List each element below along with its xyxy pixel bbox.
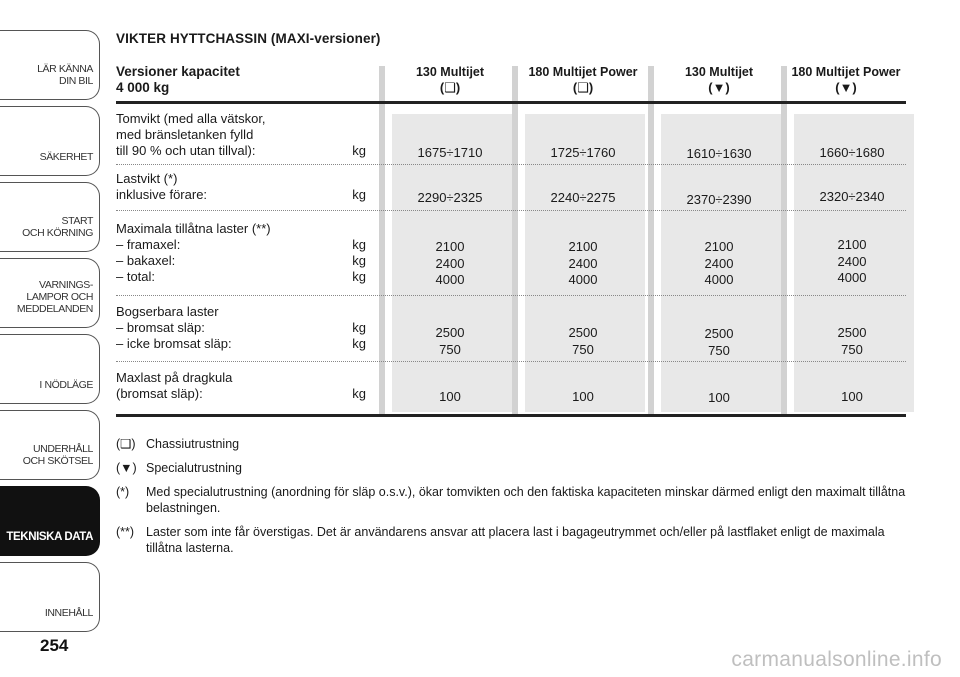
row-label-maximala-laster: Maximala tillåtna laster (**) – framaxel: – bakaxel: – total: bbox=[116, 221, 271, 284]
column-header bbox=[654, 64, 784, 96]
footnote-key: (**) bbox=[116, 525, 135, 539]
tab-underhall-och-skotsel[interactable]: UNDERHÅLL OCH SKÖTSEL bbox=[0, 410, 100, 480]
table-cell: 100 bbox=[841, 389, 863, 404]
tab-sakerhet[interactable]: SÄKERHET bbox=[0, 106, 100, 176]
table-bottom-rule bbox=[116, 414, 906, 417]
row-unit: kg kg kg bbox=[352, 237, 366, 284]
row-divider bbox=[116, 210, 906, 211]
page-number: 254 bbox=[40, 636, 69, 655]
column-header bbox=[781, 64, 911, 96]
row-unit: kg kg bbox=[352, 320, 366, 351]
footnote bbox=[116, 460, 906, 476]
table-cell: 2100 2400 4000 bbox=[704, 239, 734, 287]
table-cell: 2290÷2325 bbox=[417, 190, 483, 205]
table-cell: 2370÷2390 bbox=[686, 192, 752, 207]
tab-tekniska-data[interactable]: TEKNISKA DATA bbox=[0, 486, 100, 556]
footnotes bbox=[116, 436, 906, 564]
row-unit: kg bbox=[352, 386, 366, 401]
footnote-key: (❑) bbox=[116, 437, 136, 451]
table-cell: 2500 750 bbox=[704, 326, 734, 358]
table-cell: 100 bbox=[708, 390, 730, 405]
row-unit: kg bbox=[352, 187, 366, 202]
versions-header: Versioner kapacitet 4 000 kg bbox=[116, 64, 240, 95]
tab-lar-kanna-din-bil[interactable]: LÄR KÄNNA DIN BIL bbox=[0, 30, 100, 100]
table-cell: 100 bbox=[572, 389, 594, 404]
column-symbol: (▼) bbox=[708, 80, 730, 95]
watermark: carmanualsonline.info bbox=[731, 648, 942, 671]
table-cell: 1675÷1710 bbox=[417, 145, 483, 160]
table-cell: 2240÷2275 bbox=[550, 190, 616, 205]
column-symbol: (▼) bbox=[835, 80, 857, 95]
column-symbol: (❑) bbox=[439, 80, 461, 95]
row-divider bbox=[116, 295, 906, 296]
table-cell: 100 bbox=[439, 389, 461, 404]
footnote-text: Laster som inte får överstigas. Det är användarens ansvar att placera last i bagageutrymmet och/eller på lastflaket enligt de maximala tillåtna lasterna. bbox=[146, 525, 885, 555]
column-header bbox=[518, 64, 648, 96]
table-cell: 2100 2400 4000 bbox=[568, 239, 598, 287]
table-cell: 1725÷1760 bbox=[550, 145, 616, 160]
table-cell: 1660÷1680 bbox=[819, 145, 885, 160]
table-cell: 2500 750 bbox=[837, 325, 867, 357]
row-divider bbox=[116, 164, 906, 165]
footnote-text: Specialutrustning bbox=[146, 461, 242, 475]
tab-i-nodlage[interactable]: I NÖDLÄGE bbox=[0, 334, 100, 404]
table-cell: 2500 750 bbox=[435, 325, 465, 357]
column-symbol: (❑) bbox=[572, 80, 594, 95]
row-label-lastvikt: Lastvikt (*) inklusive förare: bbox=[116, 171, 208, 202]
column-name: 180 Multijet Power bbox=[528, 65, 638, 79]
row-label-maxlast-dragkula: Maxlast på dragkula (bromsat släp): bbox=[116, 370, 233, 401]
tab-start-och-korning[interactable]: START OCH KÖRNING bbox=[0, 182, 100, 252]
tab-innehall[interactable]: INNEHÅLL bbox=[0, 562, 100, 632]
footnote-text: Chassiutrustning bbox=[146, 437, 240, 451]
footnote bbox=[116, 436, 906, 452]
row-divider bbox=[116, 361, 906, 362]
footnote-key: (*) bbox=[116, 485, 130, 499]
table-cell: 2500 750 bbox=[568, 325, 598, 357]
title-bold: VIKTER HYTTCHASSIN (MAXI- bbox=[116, 31, 315, 46]
tab-varningslampor[interactable]: VARNINGS- LAMPOR OCH MEDDELANDEN bbox=[0, 258, 100, 328]
column-name: 130 Multijet bbox=[684, 65, 754, 79]
footnote bbox=[116, 524, 906, 556]
column-name: 180 Multijet Power bbox=[791, 65, 901, 79]
table-cell: 2320÷2340 bbox=[819, 189, 885, 204]
column-name: 130 Multijet bbox=[415, 65, 485, 79]
table-cell: 2100 2400 4000 bbox=[837, 237, 867, 285]
footnote-key: (▼) bbox=[116, 461, 137, 475]
column-header bbox=[385, 64, 515, 96]
title-tail: versioner) bbox=[314, 31, 381, 46]
footnote bbox=[116, 484, 906, 516]
table-top-rule bbox=[116, 101, 906, 104]
table-cell: 2100 2400 4000 bbox=[435, 239, 465, 287]
page-title bbox=[116, 31, 381, 46]
row-label-bogserbara-laster: Bogserbara laster – bromsat släp: – icke bromsat släp: bbox=[116, 304, 232, 351]
row-label-tomvikt: Tomvikt (med alla vätskor, med bränsletanken fylld till 90 % och utan tillval): bbox=[116, 111, 266, 158]
table-cell: 1610÷1630 bbox=[686, 146, 752, 161]
row-unit: kg bbox=[352, 143, 366, 158]
footnote-text: Med specialutrustning (anordning för släp o.s.v.), ökar tomvikten och den faktiska kapaciteten minskar därmed enligt den maximalt tillåtna belastningen. bbox=[146, 485, 906, 515]
